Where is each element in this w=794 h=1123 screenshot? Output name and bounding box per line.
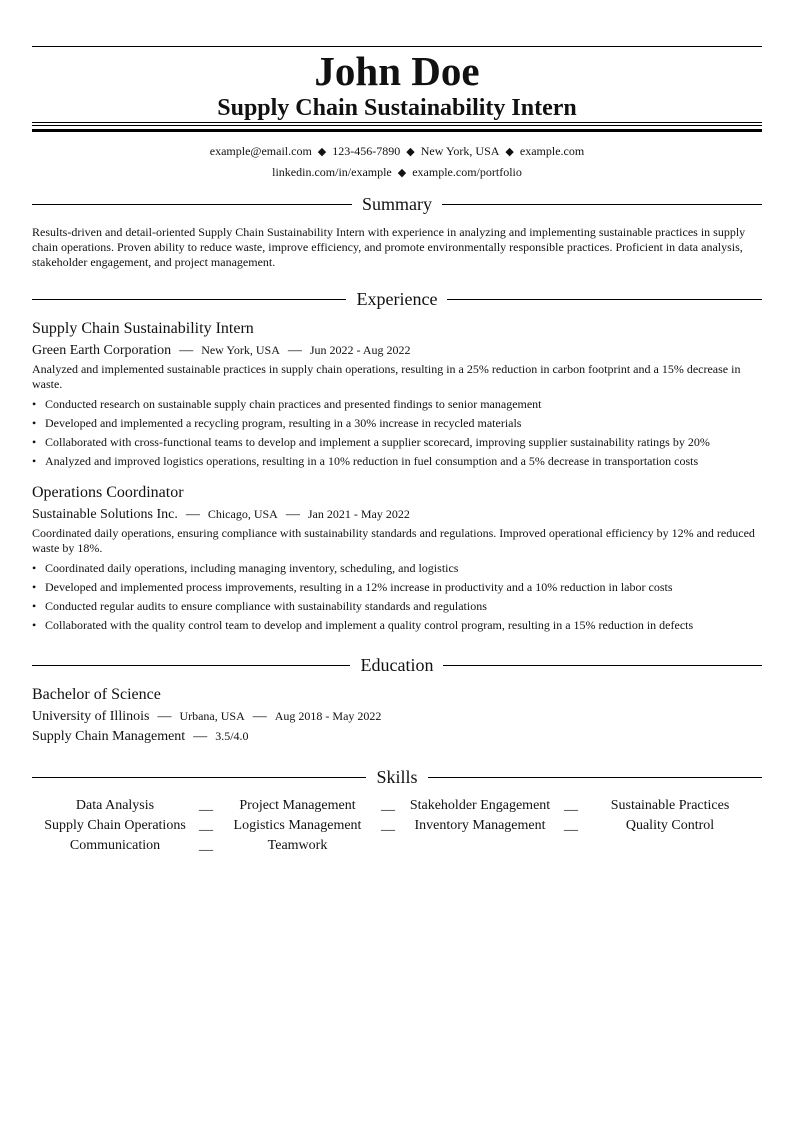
job-title: Operations Coordinator [32, 484, 184, 501]
skill-item: Data Analysis [75, 798, 155, 813]
list-item: • Analyzed and improved logistics operations, resulting in a 10% reduction in fuel consumption and a 5% decrease in transportation costs [32, 452, 762, 471]
major: Supply Chain Management [32, 729, 186, 744]
summary-text: Results-driven and detail-oriented Supply Chain Sustainability Intern with experience in analyzing and implementing sustainable practices in supply chain operations. Proven ability to reduce waste, improve efficiency, and promote environmentally responsible practices. Proficient in data analysis, stakeholder engagement, and project management. [32, 225, 746, 269]
gpa: 3.5/4.0 [215, 729, 249, 743]
skills-grid [32, 796, 762, 856]
bullet-icon: • [32, 435, 37, 449]
skill-separator: __ [381, 798, 395, 813]
contact-linkedin[interactable]: linkedin.com/in/example [272, 165, 392, 179]
job-description: Coordinated daily operations, ensuring compliance with sustainability standards and regulations. Improved operational efficiency by 12% and reduced waste by 18%. [32, 526, 755, 555]
school-location: Urbana, USA [179, 709, 245, 723]
contact-website[interactable]: example.com [519, 144, 585, 158]
bullet-icon: • [32, 618, 37, 632]
header-rule-thick [32, 129, 762, 132]
header-top-rule [32, 46, 762, 47]
job-bullets [32, 559, 762, 635]
skill-item: Communication [69, 838, 161, 853]
bullet-icon: • [32, 454, 37, 468]
skill-item: Project Management [239, 798, 356, 813]
job-description: Analyzed and implemented sustainable practices in supply chain operations, resulting in a 25% reduction in carbon footprint and a 15% decrease in waste. [32, 362, 741, 391]
major-meta: Supply Chain Management — 3.5/4.0 [32, 729, 249, 744]
experience-section-heading [32, 288, 762, 310]
skill-separator: __ [199, 838, 213, 853]
bullet-icon: • [32, 397, 37, 411]
skills-row [32, 816, 762, 836]
list-item: • Developed and implemented a recycling program, resulting in a 30% increase in recycled materials [32, 414, 762, 433]
diamond-icon: ◆ [397, 167, 407, 179]
skill-item: Supply Chain Operations [44, 818, 186, 833]
job-company: Green Earth Corporation [32, 343, 172, 358]
list-item: • Coordinated daily operations, including managing inventory, scheduling, and logistics [32, 559, 762, 578]
bullet-icon: • [32, 599, 37, 613]
skill-separator: __ [564, 818, 578, 833]
job-location: New York, USA [201, 343, 280, 357]
skill-separator: __ [199, 818, 213, 833]
header-rule-thin [32, 122, 762, 123]
skills-section-heading [32, 766, 762, 788]
list-item: • Collaborated with cross-functional teams to develop and implement a supplier scorecard, improving supplier sustainability ratings by 20% [32, 433, 762, 452]
header-rule-mid [32, 125, 762, 126]
school: University of Illinois [32, 709, 150, 724]
skill-separator: __ [199, 798, 213, 813]
list-item: • Collaborated with the quality control team to develop and implement a quality control program, resulting in a 15% reduction in defects [32, 616, 762, 635]
skill-separator: __ [381, 818, 395, 833]
job-dates: Jun 2022 - Aug 2022 [309, 343, 411, 357]
diamond-icon: ◆ [505, 146, 514, 158]
candidate-title: Supply Chain Sustainability Intern [217, 95, 577, 121]
contact-portfolio[interactable]: example.com/portfolio [412, 165, 522, 179]
contact-phone[interactable]: 123-456-7890 [332, 144, 401, 158]
list-item: • Conducted regular audits to ensure compliance with sustainability standards and regulations [32, 597, 762, 616]
education-section-heading [32, 654, 762, 676]
job-meta: Sustainable Solutions Inc. — Chicago, USA — Jan 2021 - May 2022 [32, 507, 410, 522]
education-heading: Education [351, 655, 444, 675]
list-item: • Developed and implemented process improvements, resulting in a 12% increase in productivity and a 10% reduction in labor costs [32, 578, 762, 597]
diamond-icon: ◆ [406, 146, 415, 158]
skill-item: Sustainable Practices [610, 798, 730, 813]
experience-heading: Experience [347, 289, 448, 309]
summary-section-heading [32, 193, 762, 215]
skill-item: Stakeholder Engagement [409, 798, 551, 813]
skill-item: Teamwork [267, 838, 328, 853]
bullet-icon: • [32, 580, 37, 594]
skill-separator: __ [564, 798, 578, 813]
job-dates: Jan 2021 - May 2022 [307, 507, 410, 521]
job-meta: Green Earth Corporation — New York, USA — Jun 2022 - Aug 2022 [32, 343, 411, 358]
contact-email[interactable]: example@email.com [209, 144, 312, 158]
job-company: Sustainable Solutions Inc. [32, 507, 178, 522]
bullet-icon: • [32, 561, 37, 575]
contact-line-1 [32, 143, 762, 160]
job-title: Supply Chain Sustainability Intern [32, 320, 254, 337]
skills-row [32, 836, 762, 856]
contact-line-2 [32, 164, 762, 181]
summary-heading: Summary [352, 194, 442, 214]
job-location: Chicago, USA [207, 507, 278, 521]
job-bullets [32, 395, 762, 471]
candidate-name: John Doe [314, 48, 480, 94]
skills-heading: Skills [366, 767, 427, 787]
diamond-icon: ◆ [317, 146, 327, 158]
degree: Bachelor of Science [32, 686, 161, 703]
skill-item: Logistics Management [233, 818, 362, 833]
education-dates: Aug 2018 - May 2022 [274, 709, 382, 723]
skill-item: Inventory Management [414, 818, 546, 833]
skill-item: Quality Control [625, 818, 715, 833]
list-item: • Conducted research on sustainable supply chain practices and presented findings to senior management [32, 395, 762, 414]
contact-location: New York, USA [420, 144, 500, 158]
education-meta: University of Illinois — Urbana, USA — Aug 2018 - May 2022 [32, 709, 382, 724]
skills-row [32, 796, 762, 816]
bullet-icon: • [32, 416, 37, 430]
